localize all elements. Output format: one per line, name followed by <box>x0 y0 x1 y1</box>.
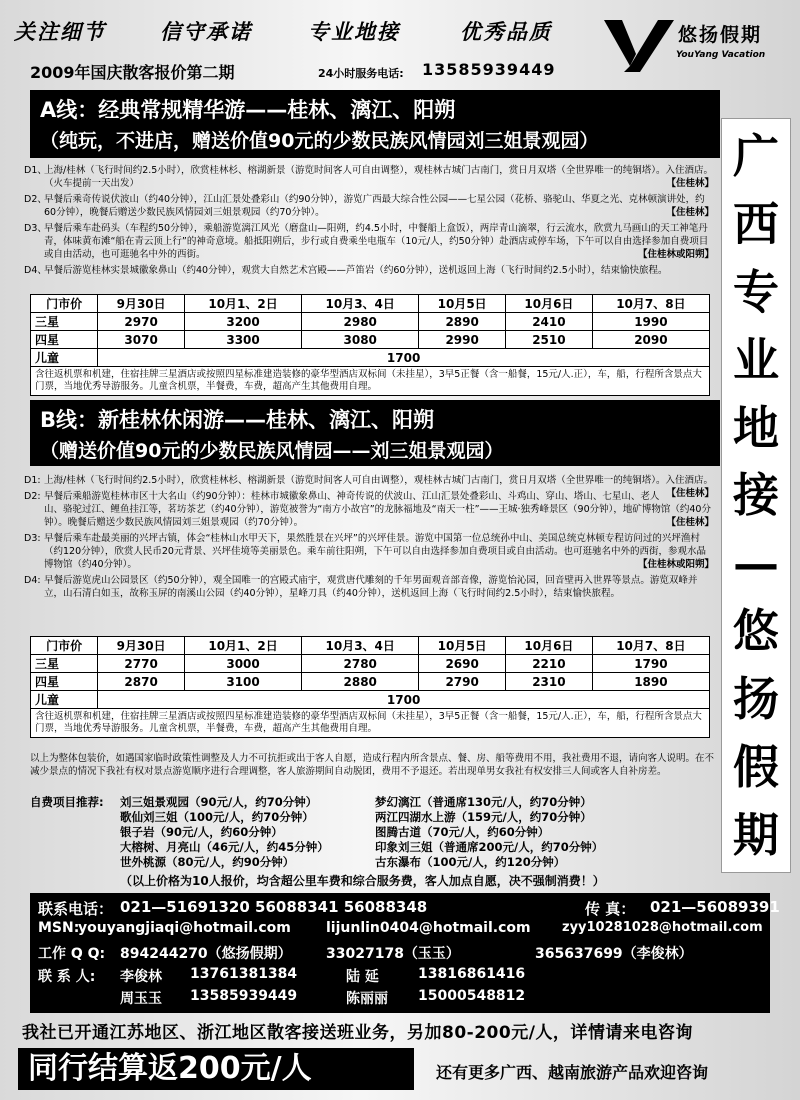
row-label: 儿童 <box>31 691 98 709</box>
child-price-row <box>31 349 710 367</box>
day-number: D1: <box>24 475 41 486</box>
row-label: 儿童 <box>31 349 98 367</box>
contact-phone: 13585939449 <box>190 988 298 1004</box>
price-cell: 2790 <box>419 673 506 691</box>
price-header: 10月5日 <box>419 295 506 313</box>
banner-char: 扬 <box>733 672 779 727</box>
banner-char: 专 <box>733 264 779 319</box>
price-header: 9月30日 <box>98 295 185 313</box>
price-header-row <box>31 295 710 313</box>
disclaimer: 以上为整体包装价，如遇国家临时政策性调整及人力不可抗拒或出于客人自愿，造成行程内所含景点、餐、房、船等费用不用，我社费用不退，请向客人说明。在不减少景点的情况下我社有权对景点游览顺序进行合理调整，客人旅游期间自动脱团，费用不予退还。若出现单男女我社有权安排三人间或客人自补房差。 <box>30 753 715 777</box>
contact-phone: 13761381384 <box>190 966 298 982</box>
contact-phone: 13816861416 <box>418 966 526 982</box>
self-pay-item: 两江四湖水上游（159元/人，约70分钟） <box>375 810 592 824</box>
price-header: 10月1、2日 <box>185 295 302 313</box>
qq-number: 33027178（玉玉） <box>326 946 460 962</box>
day-hotel: 【住桂林】 <box>666 517 714 528</box>
child-price: 1700 <box>98 349 710 367</box>
day-number: D4: <box>24 575 41 586</box>
price-header: 10月7、8日 <box>592 295 709 313</box>
msn-address: lijunlin0404@hotmail.com <box>326 920 531 936</box>
day-number: D1、 <box>24 165 47 176</box>
price-row <box>31 313 710 331</box>
qq-number: 365637699（李俊林） <box>535 946 693 962</box>
self-pay-item: 刘三姐景观园（90元/人，约70分钟） <box>120 795 318 809</box>
itinerary-day <box>24 574 714 600</box>
logo-mark-icon <box>600 14 676 76</box>
vertical-banner <box>721 118 791 873</box>
person-label: 联 系 人: <box>38 969 96 985</box>
price-cell: 2310 <box>506 673 593 691</box>
row-label: 四星 <box>31 673 98 691</box>
day-text: 上海/桂林（飞行时间约2.5小时），欣赏桂林杉、榕湖新景（游览时间客人可自由调整），观桂林古城门古南门，赏日月双塔（全世界唯一的纯铜塔）。入住酒店。 <box>44 475 714 486</box>
itinerary-day <box>24 193 714 219</box>
qq-label: 工作 Q Q: <box>38 946 106 962</box>
price-header-row <box>31 637 710 655</box>
phone-numbers: 021—51691320 56088341 56088348 <box>120 898 428 916</box>
price-cell: 2880 <box>302 673 419 691</box>
slogan-2: 信守承诺 <box>160 19 252 44</box>
price-cell: 3000 <box>185 655 302 673</box>
itinerary-day <box>24 490 714 529</box>
price-row <box>31 673 710 691</box>
self-pay-label: 自费项目推荐: <box>30 795 104 809</box>
price-header: 10月6日 <box>506 637 593 655</box>
price-header: 10月3、4日 <box>302 637 419 655</box>
banner-char: 假 <box>733 740 779 795</box>
day-hotel: 【住桂林】 <box>666 488 714 499</box>
day-number: D4、 <box>24 265 47 276</box>
row-label: 三星 <box>31 655 98 673</box>
day-text: 上海/桂林（飞行时间约2.5小时），欣赏桂林杉、榕湖新景（游览时间客人可自由调整），观桂林古城门古南门，赏日月双塔（全世界唯一的纯铜塔）。入住酒店。（火车提前一天出发） <box>44 165 714 189</box>
msn-label: MSN: <box>38 920 80 936</box>
line-b-header <box>30 400 720 466</box>
hotline-label: 24小时服务电话: <box>318 67 404 80</box>
footer-service-note: 我社已开通江苏地区、浙江地区散客接送班业务，另加80-200元/人，详情请来电咨询 <box>22 1023 693 1043</box>
price-cell: 2890 <box>419 313 506 331</box>
footer-more-products: 还有更多广西、越南旅游产品欢迎咨询 <box>436 1063 709 1082</box>
day-number: D2: <box>24 491 41 502</box>
row-label: 三星 <box>31 313 98 331</box>
line-b-title: B线：新桂林休闲游——桂林、漓江、阳朔 <box>40 408 435 432</box>
logo-name: 悠扬假期 <box>678 24 763 46</box>
banner-char: 期 <box>733 807 779 862</box>
banner-char: — <box>733 536 779 591</box>
phone-label: 联系电话： <box>38 900 114 918</box>
line-b-itinerary <box>24 474 714 603</box>
day-text: 早餐后乘车赴最美丽的兴坪古镇，体会“桂林山水甲天下，果然胜景在兴坪”的兴坪佳景。游览中国第一位总统孙中山、美国总统克林顿专程访问过的兴坪渔村（约120分钟），欣赏人民币20元背景、兴坪佳境等美丽景色。乘车前往阳朔，下午可以自由选择参加自费项目或自由活动。也可逛驰名中外的西街，参观水晶博物馆（约40分钟）。 <box>44 533 706 570</box>
banner-char: 接 <box>733 468 779 523</box>
company-logo <box>600 14 790 86</box>
price-row <box>31 331 710 349</box>
price-cell: 2770 <box>98 655 185 673</box>
slogan-1: 关注细节 <box>14 19 106 44</box>
price-note: 含往返机票和机建，住宿挂牌三星酒店或按照四星标准建造装修的豪华型酒店双标间（未挂星），3早5正餐（含一船餐，15元/人.正），车，船，行程所含景点大门票，当地优秀导游服务。儿童含机票，半餐费，车费，超高产生其他费用自理。 <box>31 367 710 396</box>
price-cell: 2690 <box>419 655 506 673</box>
issue-title: 2009年国庆散客报价第二期 <box>30 63 235 82</box>
msn-address: youyangjiaqi@hotmail.com <box>78 920 291 936</box>
contact-block <box>30 893 780 1013</box>
price-note-row <box>31 367 710 396</box>
price-header: 10月7、8日 <box>592 637 709 655</box>
price-header: 10月6日 <box>506 295 593 313</box>
qq-number: 894244270（悠扬假期） <box>120 946 292 962</box>
itinerary-day <box>24 264 714 277</box>
day-hotel: 【住桂林】 <box>666 178 714 189</box>
line-a-header <box>30 90 720 158</box>
price-header: 10月3、4日 <box>302 295 419 313</box>
banner-char: 西 <box>733 196 779 251</box>
line-a-price-table <box>30 294 710 396</box>
slogan-3: 专业地接 <box>308 19 400 44</box>
banner-char: 广 <box>733 129 779 183</box>
line-b-subtitle: （赠送价值90元的少数民族风情园——刘三姐景观园） <box>40 440 504 462</box>
self-pay-item: 古东瀑布（100元/人，约120分钟） <box>375 855 566 869</box>
day-hotel: 【住桂林或阳朔】 <box>637 249 714 260</box>
price-cell: 3070 <box>98 331 185 349</box>
price-note: 含往返机票和机建，住宿挂牌三星酒店或按照四星标准建造装修的豪华型酒店双标间（未挂星），3早5正餐（含一船餐，15元/人.正），车，船，行程所含景点大门票，当地优秀导游服务。儿童含机票，半餐费，车费，超高产生其他费用自理。 <box>31 709 710 738</box>
line-a-itinerary <box>24 164 714 280</box>
self-pay-item: 梦幻漓江（普通席130元/人，约70分钟） <box>375 795 592 809</box>
self-pay-item: 世外桃源（80元/人，约90分钟） <box>120 855 295 869</box>
price-cell: 2410 <box>506 313 593 331</box>
slogan-row <box>14 16 574 50</box>
contact-phone: 15000548812 <box>418 988 526 1004</box>
line-a-subtitle: （纯玩，不进店，赠送价值90元的少数民族风情园刘三姐景观园） <box>40 130 599 152</box>
banner-char: 悠 <box>733 604 779 659</box>
self-pay-item: 大榕树、月亮山（46元/人，约45分钟） <box>120 840 329 854</box>
price-header: 门市价 <box>31 637 98 655</box>
child-price: 1700 <box>98 691 710 709</box>
itinerary-day <box>24 164 714 190</box>
fax-number: 021—56089391 <box>650 898 780 916</box>
price-note-row <box>31 709 710 738</box>
logo-english: YouYang Vacation <box>676 50 766 60</box>
day-number: D3、 <box>24 223 47 234</box>
banner-char: 业 <box>733 332 779 387</box>
contact-name: 李俊林 <box>120 969 162 985</box>
day-text: 早餐后游览桂林实景城徽象鼻山（约40分钟），观赏大自然艺术宫殿——芦笛岩（约60分钟），送机返回上海（飞行时间约2.5小时），结束愉快旅程。 <box>44 265 668 276</box>
contact-name: 陈丽丽 <box>346 991 388 1007</box>
day-hotel: 【住桂林】 <box>666 207 714 218</box>
self-pay-footer: （以上价格为10人报价，均含超公里车费和综合服务费，客人加点自愿，决不强制消费！） <box>120 874 605 888</box>
day-hotel: 【住桂林或阳朔】 <box>637 559 714 570</box>
footer-rebate: 同行结算返200元/人 <box>18 1048 414 1090</box>
day-text: 早餐后游览虎山公园景区（约50分钟），观全国唯一的宫殿式庙宇，观赏唐代雕刻的千年男面观音部音像，游览怡沁园，回音壁再入世界等景点。游览双峰并立，山石清白如玉，故称玉屏的南溪山公园（约40分钟），星峰刀具（约40分钟），送机返回上海（飞行时间约2.5小时），结束愉快旅程。 <box>44 575 698 599</box>
line-b-price-table <box>30 636 710 738</box>
price-cell: 3200 <box>185 313 302 331</box>
self-pay-section <box>30 794 718 890</box>
price-cell: 2780 <box>302 655 419 673</box>
row-label: 四星 <box>31 331 98 349</box>
price-cell: 2980 <box>302 313 419 331</box>
day-number: D3: <box>24 533 41 544</box>
price-row <box>31 655 710 673</box>
contact-name: 周玉玉 <box>120 991 162 1007</box>
day-text: 早餐后乘船游览桂林市区十大名山（约90分钟）：桂林市城徽象鼻山、神奇传说的伏波山、江山汇景处叠彩山、斗鸡山、穿山、塔山、七星山、老人山、骆驼过江、鲤鱼挂江等，茗坊茶艺（约40分钟），游览被誉为“南方小故宫”的龙脉福地及“南天一柱”——王城·独秀峰景区（90分钟），地矿博物馆（约40分钟）。晚餐后赠送少数民族风情园刘三姐景观园（约70分钟）。 <box>44 491 711 528</box>
price-cell: 2990 <box>419 331 506 349</box>
self-pay-item: 图腾古道（70元/人，约60分钟） <box>375 825 550 839</box>
line-a-title: A线：经典常规精华游——桂林、漓江、阳朔 <box>40 98 456 122</box>
slogan-4: 优秀品质 <box>460 19 552 44</box>
price-header: 10月5日 <box>419 637 506 655</box>
price-cell: 3300 <box>185 331 302 349</box>
price-cell: 1790 <box>592 655 709 673</box>
price-header: 门市价 <box>31 295 98 313</box>
price-header: 9月30日 <box>98 637 185 655</box>
price-cell: 3080 <box>302 331 419 349</box>
banner-char: 地 <box>733 400 779 455</box>
day-number: D2、 <box>24 194 47 205</box>
self-pay-item: 印象刘三姐（普通席200元/人，约70分钟） <box>375 840 604 854</box>
price-cell: 2090 <box>592 331 709 349</box>
self-pay-item: 歌仙刘三姐（100元/人，约70分钟） <box>120 810 314 824</box>
child-price-row <box>31 691 710 709</box>
price-cell: 1890 <box>592 673 709 691</box>
price-cell: 3100 <box>185 673 302 691</box>
price-cell: 1990 <box>592 313 709 331</box>
hotline-number: 13585939449 <box>422 60 556 79</box>
price-cell: 2970 <box>98 313 185 331</box>
contact-name: 陆 延 <box>346 969 379 985</box>
day-text: 早餐后乘车赴码头（车程约50分钟），乘船游览漓江风光（磨盘山—阳朔，约4.5小时，中餐船上盒饭），两岸青山滴翠，行云流水，欣赏九马画山的天工神笔丹青，体味黄布滩“船在青云顶上行”的神奇意境。船抵阳朔后，步行或自费乘坐电瓶车（10元/人，约50分钟）赴酒店或停车场，下午可以自由选择参加自费项目或自由活动，也可逛驰名中外的西街。 <box>44 223 709 260</box>
self-pay-item: 银子岩（90元/人，约60分钟） <box>120 825 283 839</box>
msn-address: zyy10281028@hotmail.com <box>562 920 763 935</box>
fax-label: 传 真： <box>585 900 636 918</box>
day-text: 早餐后乘奇传说伏波山（约40分钟），江山汇景处叠彩山（约90分钟），游览广西最大综合性公园——七星公园（花桥、骆驼山、华夏之光、克林顿演讲处，约60分钟），晚餐后赠送少数民族风情园刘三姐景观园（约70分钟）。 <box>44 194 705 218</box>
price-cell: 2210 <box>506 655 593 673</box>
price-cell: 2510 <box>506 331 593 349</box>
price-header: 10月1、2日 <box>185 637 302 655</box>
price-cell: 2870 <box>98 673 185 691</box>
itinerary-day <box>24 532 714 571</box>
itinerary-day <box>24 222 714 261</box>
